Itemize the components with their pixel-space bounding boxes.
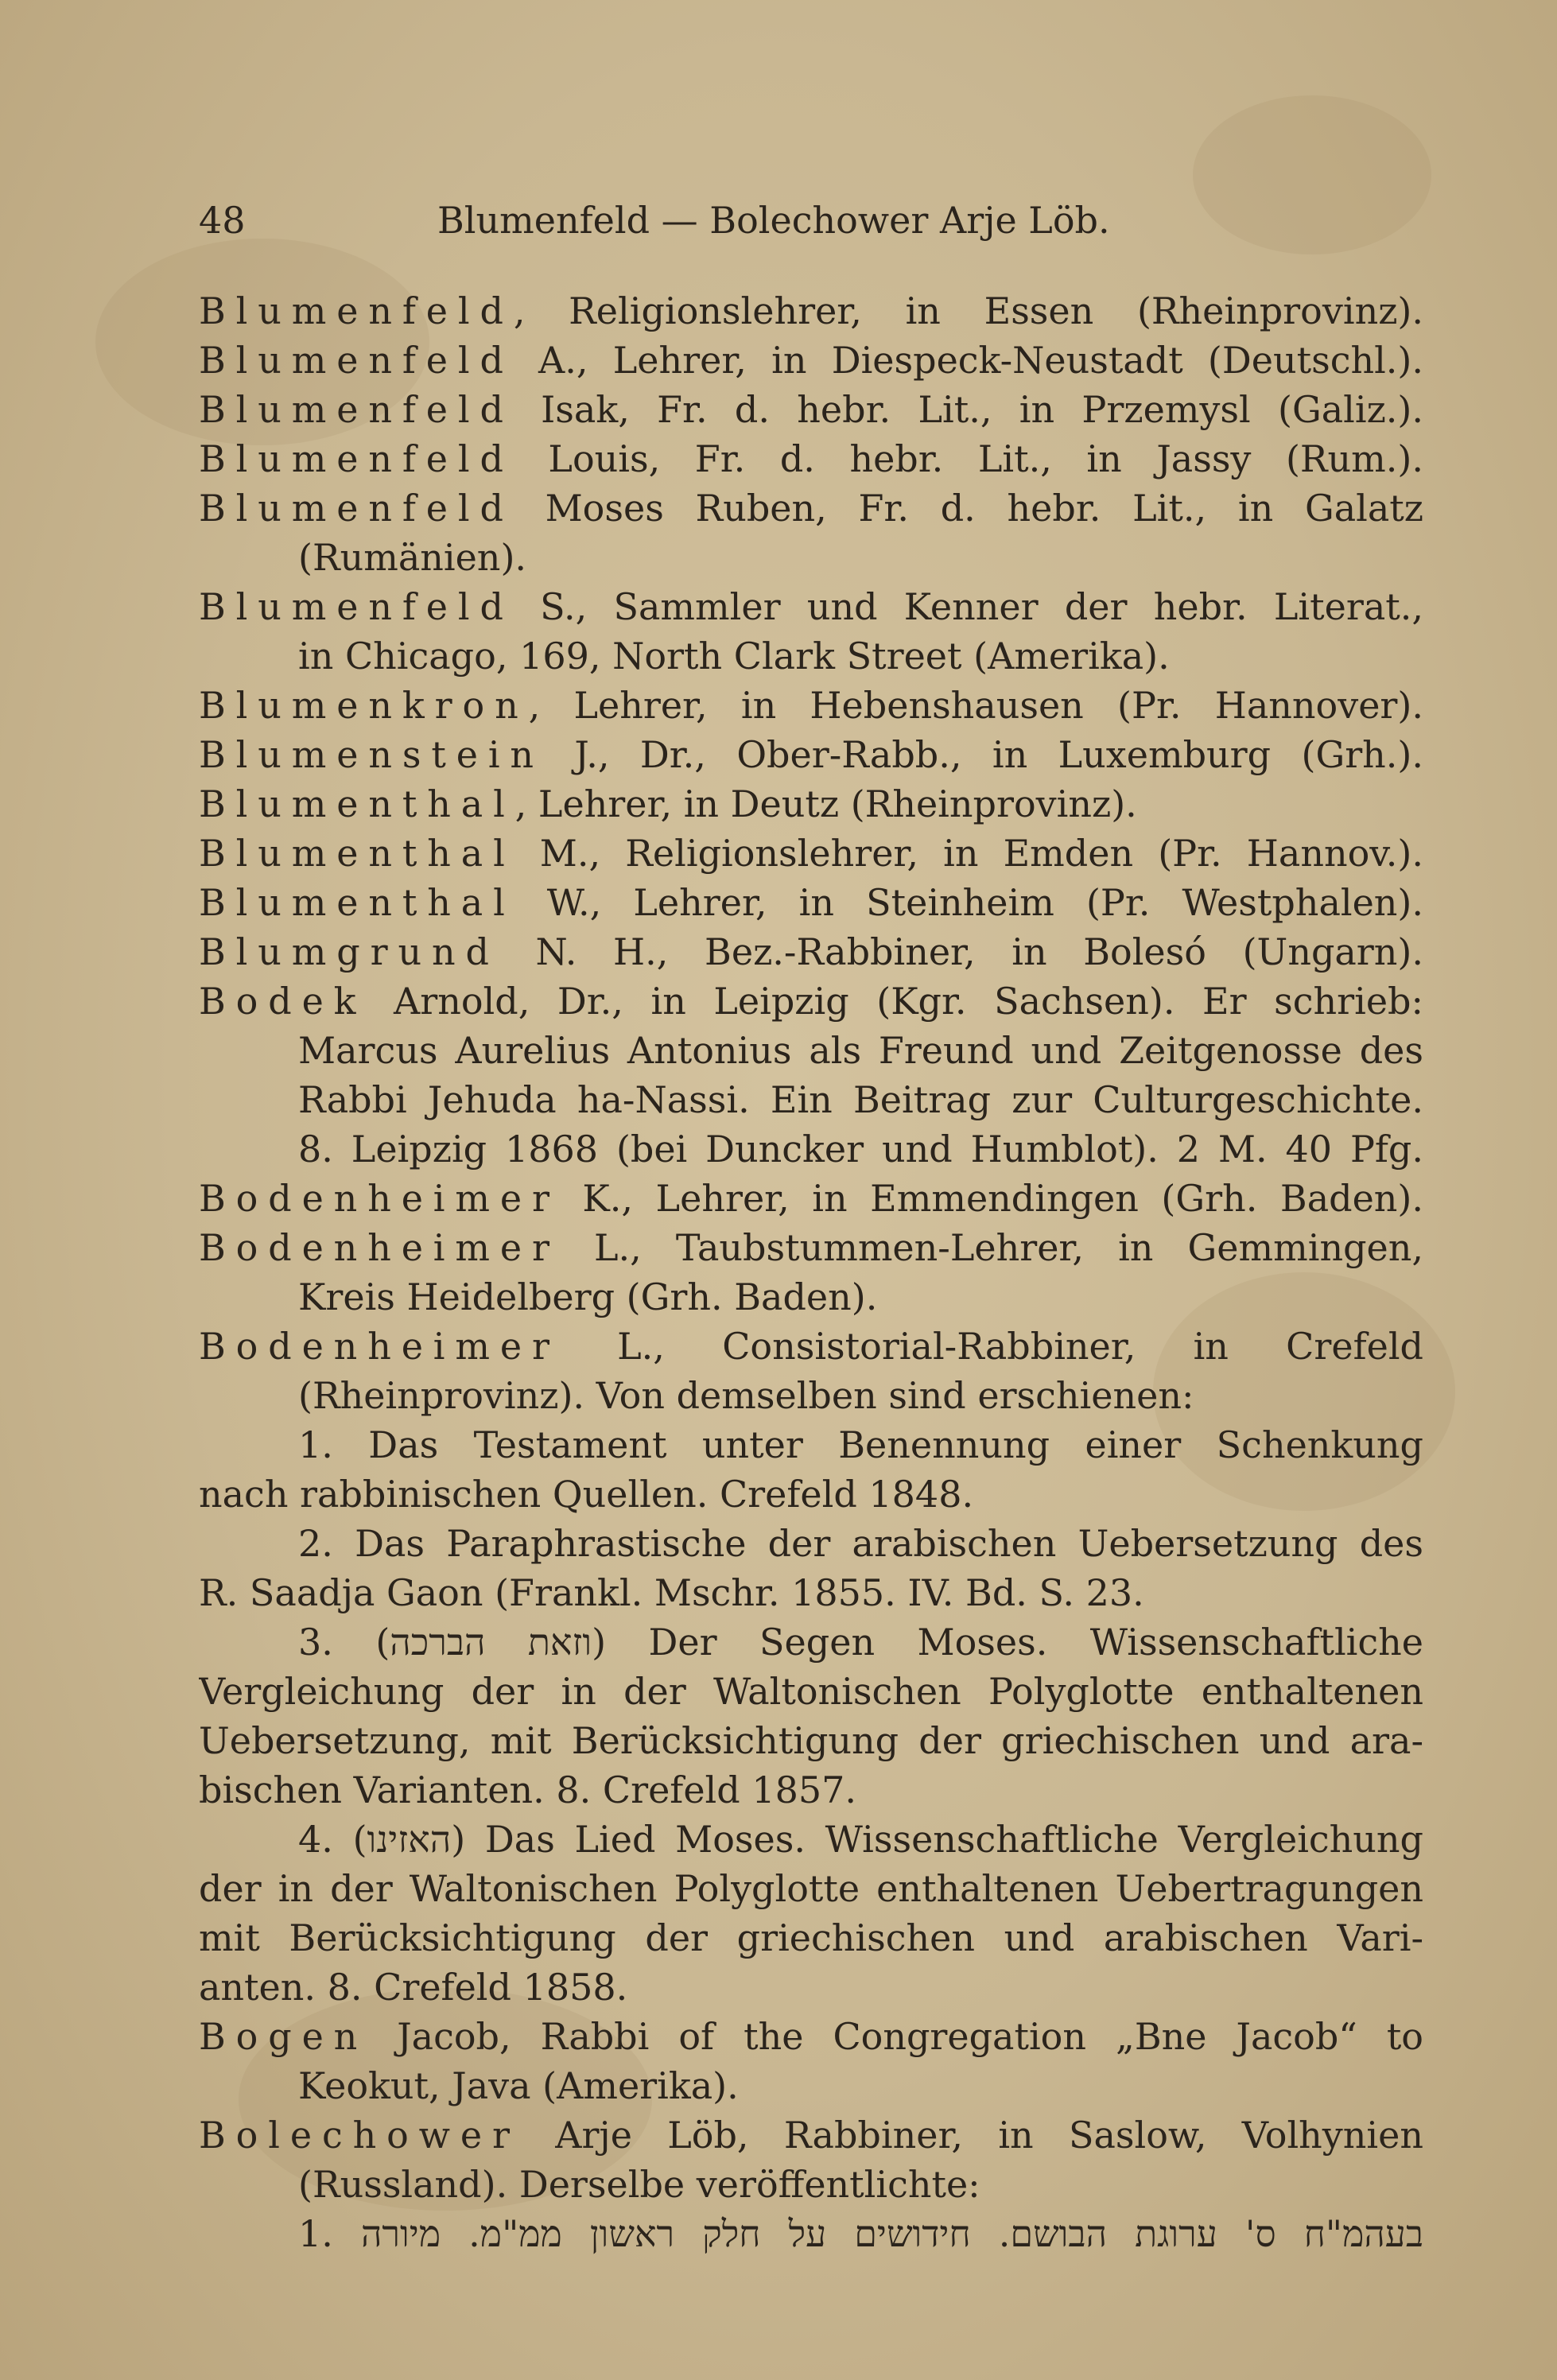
entry-line bbox=[199, 286, 1423, 336]
entry-text: A., Lehrer, in Diespeck-Neustadt (Deutschl.). bbox=[513, 339, 1423, 382]
entry-line bbox=[199, 1174, 1423, 1223]
entry-text: , Lehrer, in Deutz (Rheinprovinz). bbox=[514, 782, 1137, 825]
entry-text: L., Consistorial-Rabbiner, in Crefeld bbox=[559, 1325, 1423, 1368]
entry-name: Bodenheimer bbox=[199, 1325, 560, 1368]
entry-text: Arje Löb, Rabbiner, in Saslow, Volhynien bbox=[519, 2114, 1423, 2157]
continuation-line: R. Saadja Gaon (Frankl. Mschr. 1855. IV. Bd. S. 23. bbox=[199, 1571, 1144, 1614]
entry-name: Blumenfeld bbox=[199, 388, 514, 431]
item-number: 1. bbox=[298, 2212, 333, 2255]
continuation-line: (Rheinprovinz). Von demselben sind erschienen: bbox=[298, 1374, 1194, 1417]
hebrew-item-line bbox=[199, 2209, 1423, 2258]
entry-text: Moses Ruben, Fr. d. hebr. Lit., in Galatz bbox=[513, 487, 1423, 530]
continuation-line: (Russland). Derselbe veröffentlichte: bbox=[298, 2163, 980, 2206]
continuation-line: Marcus Aurelius Antonius als Freund und Zeitgenosse des bbox=[298, 1029, 1423, 1072]
numbered-item-line: 3. (וזאת הברכה) Der Segen Moses. Wissenschaftliche bbox=[298, 1621, 1423, 1664]
entry-name: Blumenfeld bbox=[199, 487, 514, 530]
continuation-line: Kreis Heidelberg (Grh. Baden). bbox=[298, 1275, 878, 1318]
entry-line bbox=[199, 681, 1423, 730]
entry-name: Bodenheimer bbox=[199, 1226, 560, 1269]
entry-text: L., Taubstummen-Lehrer, in Gemmingen, bbox=[559, 1226, 1423, 1269]
entry-text: , Lehrer, in Hebenshausen (Pr. Hannover). bbox=[528, 684, 1423, 727]
entry-line bbox=[199, 779, 1423, 829]
entry-line bbox=[199, 336, 1423, 385]
numbered-item-line: 4. (האזינו) Das Lied Moses. Wissenschaftliche Vergleichung bbox=[298, 1818, 1423, 1861]
running-head bbox=[199, 191, 1423, 247]
entry-list bbox=[199, 286, 1423, 2258]
entry-line bbox=[199, 976, 1423, 1026]
hebrew-title: בעהמ"ח ס' ערוגת הבושם. חידושים על חלק ראשון ממ"מ. מיורה bbox=[360, 2212, 1423, 2255]
entry-name: Blumenstein bbox=[199, 733, 544, 776]
entry-name: Blumenthal bbox=[199, 782, 515, 825]
continuation-line: Vergleichung der in der Waltonischen Polyglotte enthaltenen bbox=[199, 1670, 1423, 1713]
entry-name: Blumgrund bbox=[199, 930, 499, 973]
entry-text: Isak, Fr. d. hebr. Lit., in Przemysl (Galiz.). bbox=[513, 388, 1423, 431]
continuation-line: nach rabbinischen Quellen. Crefeld 1848. bbox=[199, 1473, 974, 1516]
numbered-item-line: 1. Das Testament unter Benennung einer Schenkung bbox=[298, 1423, 1423, 1466]
entry-text: W., Lehrer, in Steinheim (Pr. Westphalen). bbox=[514, 881, 1423, 924]
entry-text: Louis, Fr. d. hebr. Lit., in Jassy (Rum.). bbox=[513, 437, 1423, 480]
entry-text: K., Lehrer, in Emmendingen (Grh. Baden). bbox=[559, 1177, 1423, 1220]
entry-text: Jacob, Rabbi of the Congregation „Bne Jacob“ to bbox=[367, 2015, 1423, 2058]
entry-name: Blumenfeld bbox=[199, 437, 514, 480]
continuation-line: anten. 8. Crefeld 1858. bbox=[199, 1966, 628, 2009]
entry-name: Bolechower bbox=[199, 2114, 520, 2157]
numbered-item-line: 2. Das Paraphrastische der arabischen Uebersetzung des bbox=[298, 1522, 1423, 1565]
entry-line bbox=[199, 582, 1423, 631]
entry-name: Bogen bbox=[199, 2015, 368, 2058]
entry-line bbox=[199, 927, 1423, 976]
entry-line bbox=[199, 2012, 1423, 2061]
entry-text: J., Dr., Ober-Rabb., in Luxemburg (Grh.). bbox=[543, 733, 1423, 776]
entry-name: Bodek bbox=[199, 980, 367, 1023]
entry-name: Blumenfeld bbox=[199, 339, 514, 382]
entry-text: Arnold, Dr., in Leipzig (Kgr. Sachsen). Er schrieb: bbox=[366, 980, 1423, 1023]
entry-text: N. H., Bez.-Rabbiner, in Bolesó (Ungarn). bbox=[499, 930, 1423, 973]
running-title: Blumenfeld — Bolechower Arje Löb. bbox=[437, 199, 1110, 242]
continuation-line: Uebersetzung, mit Berücksichtigung der griechischen und ara- bbox=[199, 1719, 1423, 1762]
entry-line bbox=[199, 1223, 1423, 1272]
entry-line bbox=[199, 1322, 1423, 1371]
continuation-line: Rabbi Jehuda ha-Nassi. Ein Beitrag zur Culturgeschichte. bbox=[298, 1078, 1423, 1121]
continuation-line: der in der Waltonischen Polyglotte enthaltenen Uebertragungen bbox=[199, 1867, 1423, 1910]
continuation-line: in Chicago, 169, North Clark Street (Amerika). bbox=[298, 635, 1170, 678]
entry-line bbox=[199, 385, 1423, 434]
entry-line bbox=[199, 2110, 1423, 2160]
page-number: 48 bbox=[199, 199, 246, 242]
entry-line bbox=[199, 878, 1423, 927]
entry-name: Blumenthal bbox=[199, 881, 515, 924]
continuation-line: mit Berücksichtigung der griechischen und arabischen Vari- bbox=[199, 1916, 1423, 1959]
continuation-line: Keokut, Java (Amerika). bbox=[298, 2064, 739, 2107]
continuation-line: (Rumänien). bbox=[298, 536, 527, 579]
entry-text: , Religionslehrer, in Essen (Rheinprovinz). bbox=[513, 289, 1423, 332]
entry-line bbox=[199, 829, 1423, 878]
entry-name: Blumenthal bbox=[199, 832, 515, 875]
entry-text: M., Religionslehrer, in Emden (Pr. Hannov.). bbox=[514, 832, 1423, 875]
entry-name: Blumenkron bbox=[199, 684, 529, 727]
entry-line bbox=[199, 730, 1423, 779]
entry-text: S., Sammler und Kenner der hebr. Literat., bbox=[513, 585, 1423, 628]
entry-name: Blumenfeld bbox=[199, 585, 514, 628]
continuation-line: 8. Leipzig 1868 (bei Duncker und Humblot). 2 M. 40 Pfg. bbox=[298, 1128, 1423, 1171]
entry-line bbox=[199, 434, 1423, 483]
entry-line bbox=[199, 483, 1423, 533]
entry-name: Bodenheimer bbox=[199, 1177, 560, 1220]
entry-name: Blumenfeld bbox=[199, 289, 514, 332]
continuation-line: bischen Varianten. 8. Crefeld 1857. bbox=[199, 1768, 857, 1811]
